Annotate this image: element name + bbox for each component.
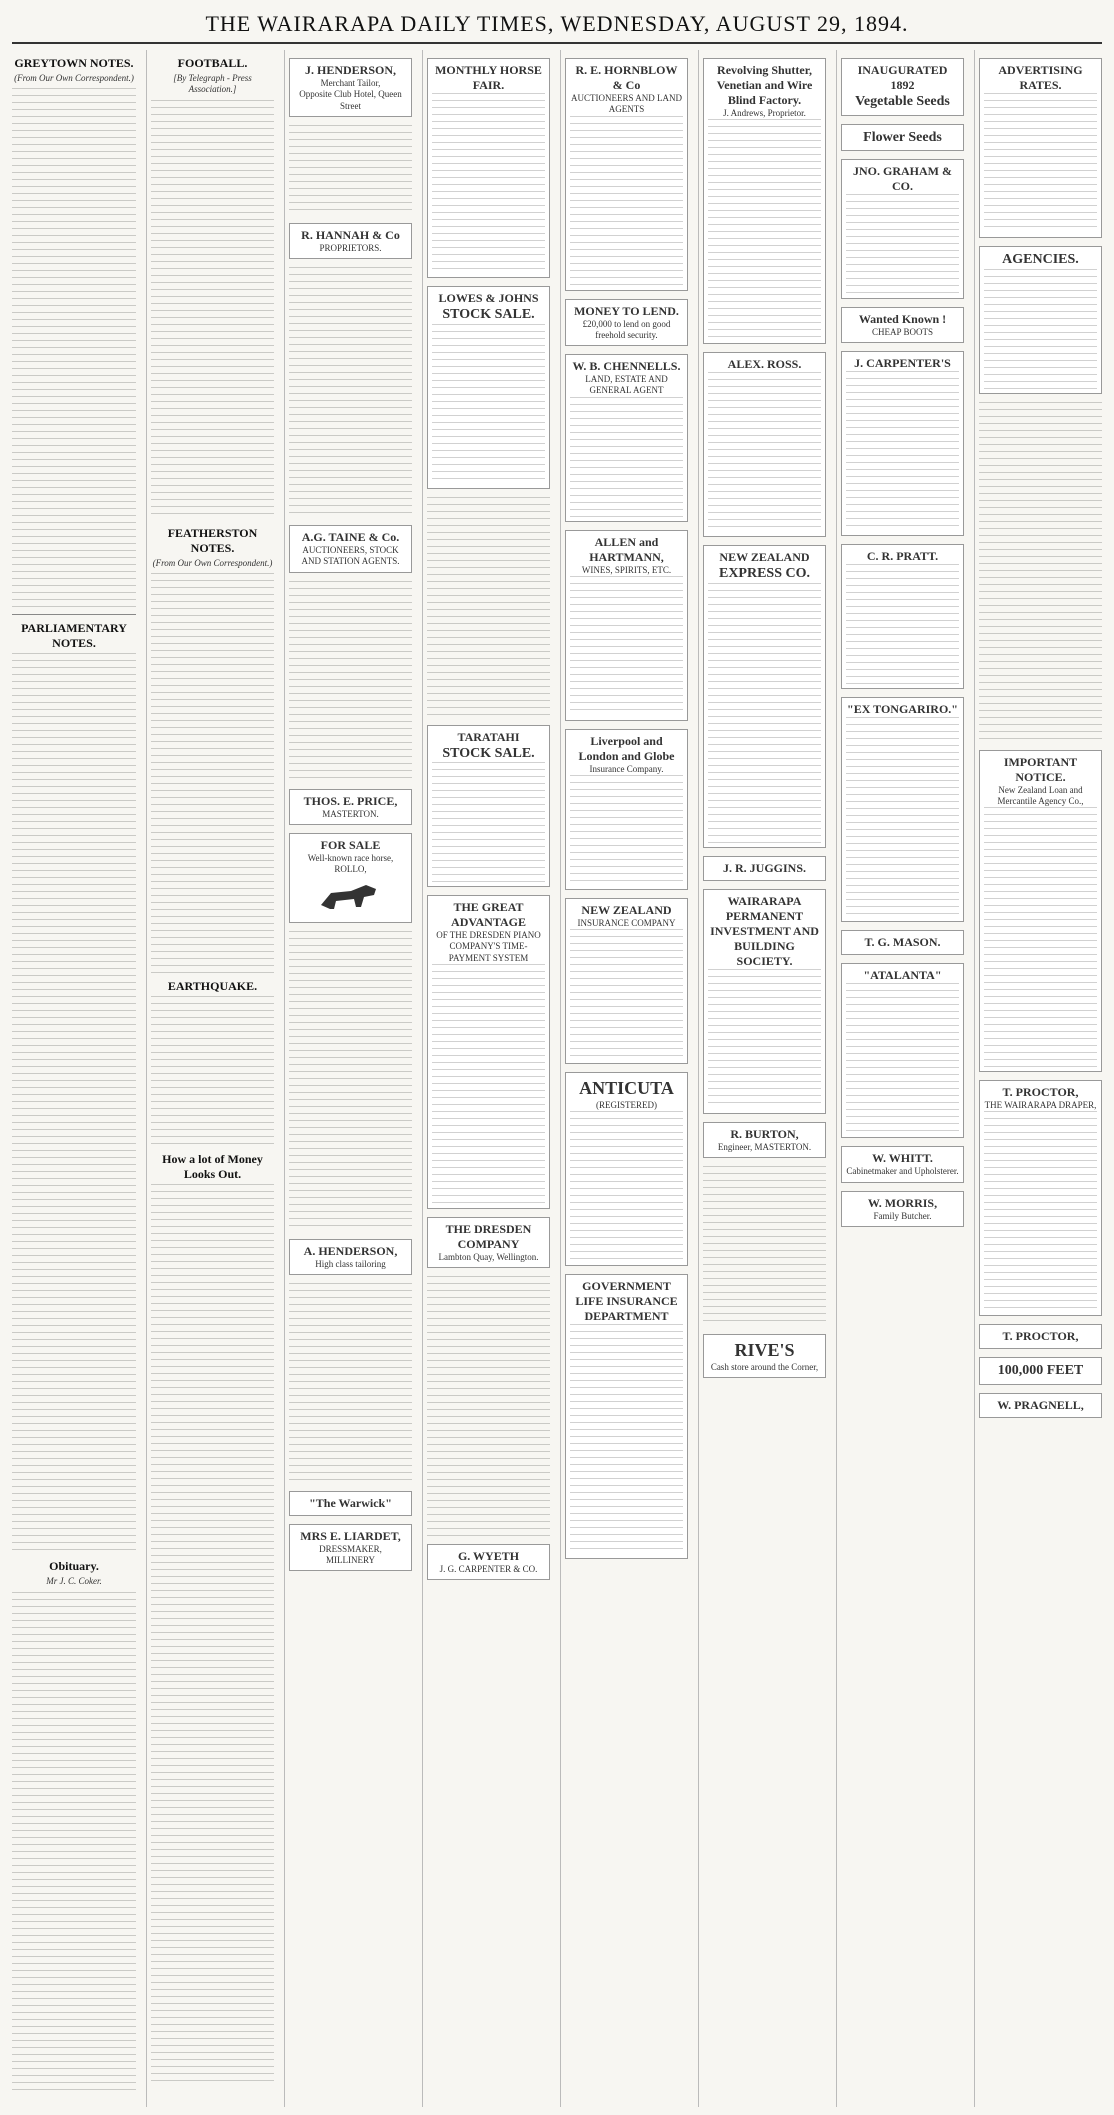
- col2-earthquake-heading: EARTHQUAKE.: [167, 978, 258, 993]
- col2-earthquake-text: [151, 996, 274, 1146]
- ad-liardet-sub: DRESSMAKER, MILLINERY: [319, 1543, 382, 1566]
- masthead: [12, 6, 1102, 44]
- ad-great-advantage-title: THE GREAT ADVANTAGE: [451, 900, 526, 929]
- ad-lowes-johns-text: [432, 324, 545, 484]
- ad-wyeth-title: G. WYETH: [457, 1549, 520, 1563]
- ad-henderson-line: Opposite Club Hotel, Queen Street: [299, 89, 402, 111]
- ad-100000-feet-title: 100,000 FEET: [997, 1363, 1084, 1379]
- ad-nz-insurance-text: [570, 929, 683, 1059]
- columns-grid: [8, 50, 1106, 2107]
- ad-pratt-title: C. R. PRATT.: [866, 549, 939, 564]
- ad-express-co-title: NEW ZEALAND: [719, 550, 810, 565]
- column-7: [836, 50, 968, 2107]
- ad-tongariro-text: [846, 717, 959, 917]
- ad-proctor-sub: THE WAIRARAPA DRAPER,: [984, 1100, 1097, 1110]
- col1-heading: GREYTOWN NOTES.: [14, 56, 134, 70]
- ad-pratt: [841, 544, 964, 689]
- col2-subheading: [By Telegraph - Press Association.]: [173, 73, 252, 95]
- ad-revolving-shutter: [703, 58, 826, 344]
- ad-flower-seeds-title: Flower Seeds: [863, 129, 942, 145]
- col2-heading: FOOTBALL.: [177, 56, 248, 70]
- ad-taratahi-title: TARATAHI: [457, 729, 520, 744]
- ad-revolving-shutter-title: Revolving Shutter, Venetian and Wire Blind Factory.: [716, 63, 813, 107]
- ad-henderson-title: J. HENDERSON,: [304, 63, 396, 77]
- ad-hornblow-title: R. E. HORNBLOW & Co: [575, 63, 678, 92]
- ad-revolving-shutter-sub: J. Andrews, Proprietor.: [723, 108, 806, 118]
- ad-agencies: [979, 246, 1102, 394]
- ad-express-co: [703, 545, 826, 848]
- horse-illustration: [294, 875, 407, 917]
- col1-parliamentary-heading: PARLIAMENTARY NOTES.: [21, 621, 127, 651]
- ad-inaugurated-sub: Vegetable Seeds: [855, 94, 950, 109]
- ad-allen-hartmann-title: ALLEN and HARTMANN,: [589, 534, 664, 564]
- ad-henderson-a: [289, 1239, 412, 1275]
- ad-lowes-johns-sub: STOCK SALE.: [442, 307, 535, 322]
- column-3: [284, 50, 416, 2107]
- ad-carpenter-title: J. CARPENTER'S: [854, 356, 951, 371]
- ad-lowes-johns: [427, 286, 550, 489]
- ad-money-to-lend-line: £20,000 to lend on good freehold security.: [582, 318, 671, 340]
- ad-for-sale-line: Well-known race horse, ROLLO,: [307, 852, 394, 874]
- ad-juggins: [703, 856, 826, 881]
- ad-whitt-sub: Cabinetmaker and Upholsterer.: [846, 1166, 959, 1177]
- ad-lowes-johns-title: LOWES & JOHNS: [438, 291, 539, 305]
- ad-great-advantage: [427, 895, 550, 1209]
- ad-pragnell-title: W. PRAGNELL,: [997, 1397, 1084, 1412]
- ad-liverpool: [565, 729, 688, 890]
- col4-text-1: [427, 497, 550, 717]
- col1-obituary-text: [12, 1592, 136, 2092]
- ad-hannah-title: R. HANNAH & Co: [301, 227, 400, 242]
- col3-text-3: [289, 581, 412, 781]
- ad-inaugurated-title: INAUGURATED 1892: [857, 63, 948, 92]
- column-1: [8, 50, 140, 2107]
- ad-chennells: [565, 354, 688, 522]
- ad-dresden-title: THE DRESDEN COMPANY: [445, 1221, 532, 1251]
- ad-building-society-text: [708, 969, 821, 1109]
- ad-whitt-title: W. WHITT.: [872, 1151, 933, 1166]
- ad-chennells-sub: LAND, ESTATE AND GENERAL AGENT: [585, 374, 668, 396]
- ad-anticuta-title: ANTICUTA: [579, 1078, 674, 1099]
- ad-liardet-title: MRS E. LIARDET,: [300, 1528, 401, 1543]
- ad-anticuta-sub: (REGISTERED): [596, 1099, 657, 1110]
- ad-for-sale: [289, 833, 412, 923]
- ad-atalanta-title: "ATALANTA": [863, 968, 942, 983]
- col2-featherston-text: [151, 573, 274, 973]
- ad-nz-insurance: [565, 898, 688, 1064]
- col3-text-1: [289, 125, 412, 215]
- ad-allen-hartmann-sub: WINES, SPIRITS, ETC.: [581, 564, 672, 575]
- ad-liverpool-text: [570, 775, 683, 885]
- ad-carpenter: [841, 351, 964, 536]
- col2-text-block: [151, 100, 274, 520]
- ad-nz-insurance-sub: INSURANCE COMPANY: [577, 918, 676, 928]
- ad-carpenter-text: [846, 371, 959, 531]
- ad-government-life-title: GOVERNMENT LIFE INSURANCE DEPARTMENT: [575, 1279, 678, 1323]
- ad-taratahi-sub: STOCK SALE.: [442, 745, 535, 761]
- ad-great-advantage-text: [432, 964, 545, 1204]
- ad-agencies-text: [984, 269, 1097, 389]
- ad-morris-title: W. MORRIS,: [867, 1195, 938, 1210]
- ad-taine: [289, 525, 412, 573]
- ad-liardet: [289, 1524, 412, 1572]
- ad-rives-title: RIVE'S: [734, 1340, 795, 1360]
- ad-burton-title: R. BURTON,: [730, 1126, 799, 1141]
- ad-mason-title: T. G. MASON.: [864, 935, 941, 950]
- ad-taratahi-text: [432, 762, 545, 882]
- col2-featherston-heading: FEATHERSTON NOTES.: [167, 525, 258, 555]
- ad-atalanta: [841, 963, 964, 1138]
- ad-horse-fair-title: MONTHLY HORSE FAIR.: [435, 63, 542, 92]
- column-6: [698, 50, 830, 2107]
- ad-wanted-known-sub: CHEAP BOOTS: [872, 327, 933, 337]
- ad-wyeth: [427, 1544, 550, 1580]
- ad-horse-fair-text: [432, 93, 545, 273]
- ad-taine-sub: AUCTIONEERS, STOCK AND STATION AGENTS.: [301, 545, 400, 567]
- col1-parliamentary-text: [12, 653, 136, 1553]
- ad-chennells-text: [570, 397, 683, 517]
- ad-price: [289, 789, 412, 825]
- ad-morris-sub: Family Butcher.: [873, 1210, 932, 1221]
- ad-money-to-lend: [565, 299, 688, 347]
- col4-text-2: [427, 1276, 550, 1536]
- ad-hornblow: [565, 58, 688, 291]
- column-2: [146, 50, 278, 2107]
- col1-text-block: [12, 88, 136, 608]
- ad-burton: [703, 1122, 826, 1158]
- ad-wyeth-sub: J. G. CARPENTER & CO.: [439, 1564, 538, 1574]
- ad-advertising-rates-title: ADVERTISING RATES.: [998, 63, 1083, 92]
- ad-great-advantage-line: OF THE DRESDEN PIANO COMPANY'S TIME-PAYMENT SYSTEM: [436, 930, 541, 963]
- ad-anticuta-text: [570, 1111, 683, 1261]
- col3-text-4: [289, 931, 412, 1231]
- ad-pragnell: [979, 1393, 1102, 1418]
- col1-divider: [12, 614, 136, 615]
- ad-proctor: [979, 1080, 1102, 1316]
- ad-allen-hartmann-text: [570, 576, 683, 716]
- ad-government-life: [565, 1274, 688, 1559]
- ad-important-notice-text: [984, 807, 1097, 1067]
- ad-tongariro-title: "EX TONGARIRO.": [847, 702, 958, 717]
- ad-anticuta: [565, 1072, 688, 1266]
- ad-henderson-a-line: High class tailoring: [315, 1258, 386, 1269]
- col1-obituary-name: Mr J. C. Coker.: [46, 1576, 102, 1587]
- col3-text-2: [289, 267, 412, 517]
- ad-henderson-sub: Merchant Tailor,: [320, 78, 381, 88]
- column-5: [560, 50, 692, 2107]
- ad-price-title: THOS. E. PRICE,: [303, 793, 398, 808]
- ad-alex-ross-text: [708, 372, 821, 532]
- ad-hornblow-sub: AUCTIONEERS AND LAND AGENTS: [571, 93, 682, 115]
- ad-henderson-a-title: A. HENDERSON,: [303, 1243, 398, 1258]
- ad-burton-sub: Engineer, MASTERTON.: [717, 1141, 812, 1152]
- ad-wanted-known: [841, 307, 964, 343]
- col2-featherston-byline: (From Our Own Correspondent.): [152, 557, 273, 568]
- col8-text-1: [979, 402, 1102, 742]
- ad-important-notice-sub: New Zealand Loan and Mercantile Agency Co.,: [997, 784, 1084, 806]
- ad-alex-ross: [703, 352, 826, 537]
- ad-important-notice: [979, 750, 1102, 1073]
- ad-hornblow-text: [570, 116, 683, 286]
- ad-mason: [841, 930, 964, 955]
- ad-rives-sub: Cash store around the Corner,: [710, 1361, 819, 1372]
- ad-advertising-rates-text: [984, 93, 1097, 233]
- ad-money-to-lend-title: MONEY TO LEND.: [574, 303, 679, 318]
- ad-proctor-2-title: T. PROCTOR,: [1002, 1329, 1079, 1344]
- ad-advertising-rates: [979, 58, 1102, 238]
- ad-warwick-title: "The Warwick": [309, 1495, 392, 1510]
- col2-money-text: [151, 1184, 274, 2084]
- ad-warwick: [289, 1491, 412, 1516]
- ad-graham: [841, 159, 964, 299]
- ad-nz-insurance-title: NEW ZEALAND: [581, 903, 672, 917]
- horse-icon: [316, 875, 386, 915]
- ad-important-notice-title: IMPORTANT NOTICE.: [1003, 754, 1078, 784]
- ad-express-co-text: [708, 583, 821, 843]
- ad-building-society: [703, 889, 826, 1114]
- ad-henderson: [289, 58, 412, 117]
- ad-graham-title: JNO. GRAHAM & CO.: [853, 164, 952, 193]
- ad-hannah-sub: PROPRIETORS.: [319, 242, 382, 253]
- column-4: [422, 50, 554, 2107]
- ad-liverpool-title: Liverpool and London and Globe: [578, 733, 675, 763]
- ad-liverpool-sub: Insurance Company.: [589, 763, 664, 774]
- ad-tongariro: [841, 697, 964, 922]
- col2-money-heading: How a lot of Money Looks Out.: [162, 1151, 263, 1181]
- ad-100000-feet: [979, 1357, 1102, 1385]
- col1-obituary-heading: Obituary.: [49, 1559, 99, 1574]
- ad-graham-text: [846, 194, 959, 294]
- ad-government-life-text: [570, 1324, 683, 1554]
- ad-express-co-sub: EXPRESS CO.: [718, 566, 811, 582]
- col3-text-5: [289, 1283, 412, 1483]
- ad-juggins-title: J. R. JUGGINS.: [722, 860, 806, 875]
- col6-text-1: [703, 1166, 826, 1326]
- ad-price-sub: MASTERTON.: [322, 808, 379, 819]
- newspaper-title: THE WAIRARAPA DAILY TIMES, WEDNESDAY, AUGUST 29, 1894.: [205, 11, 909, 36]
- ad-taratahi: [427, 725, 550, 888]
- ad-for-sale-title: FOR SALE: [320, 837, 381, 852]
- ad-pratt-text: [846, 564, 959, 684]
- ad-dresden: [427, 1217, 550, 1268]
- ad-proctor-title: T. PROCTOR,: [1002, 1085, 1079, 1099]
- ad-atalanta-text: [846, 983, 959, 1133]
- ad-alex-ross-title: ALEX. ROSS.: [727, 357, 802, 372]
- column-8: [974, 50, 1106, 2107]
- ad-proctor-text: [984, 1111, 1097, 1311]
- ad-proctor-2: [979, 1324, 1102, 1349]
- ad-inaugurated: [841, 58, 964, 116]
- ad-allen-hartmann: [565, 530, 688, 721]
- ad-horse-fair: [427, 58, 550, 278]
- ad-revolving-shutter-text: [708, 119, 821, 339]
- ad-rives: [703, 1334, 826, 1378]
- ad-morris: [841, 1191, 964, 1227]
- ad-whitt: [841, 1146, 964, 1182]
- ad-taine-title: A.G. TAINE & Co.: [301, 530, 400, 544]
- ad-hannah: [289, 223, 412, 259]
- ad-wanted-known-title: Wanted Known !: [858, 312, 947, 326]
- ad-dresden-sub: Lambton Quay, Wellington.: [438, 1251, 539, 1262]
- ad-building-society-title: WAIRARAPA PERMANENT INVESTMENT AND BUILDING SOCIETY.: [710, 893, 819, 968]
- col1-byline: (From Our Own Correspondent.): [14, 73, 134, 83]
- ad-chennells-title: W. B. CHENNELLS.: [572, 359, 681, 373]
- ad-agencies-title: AGENCIES.: [1002, 252, 1079, 267]
- ad-flower-seeds: [841, 124, 964, 152]
